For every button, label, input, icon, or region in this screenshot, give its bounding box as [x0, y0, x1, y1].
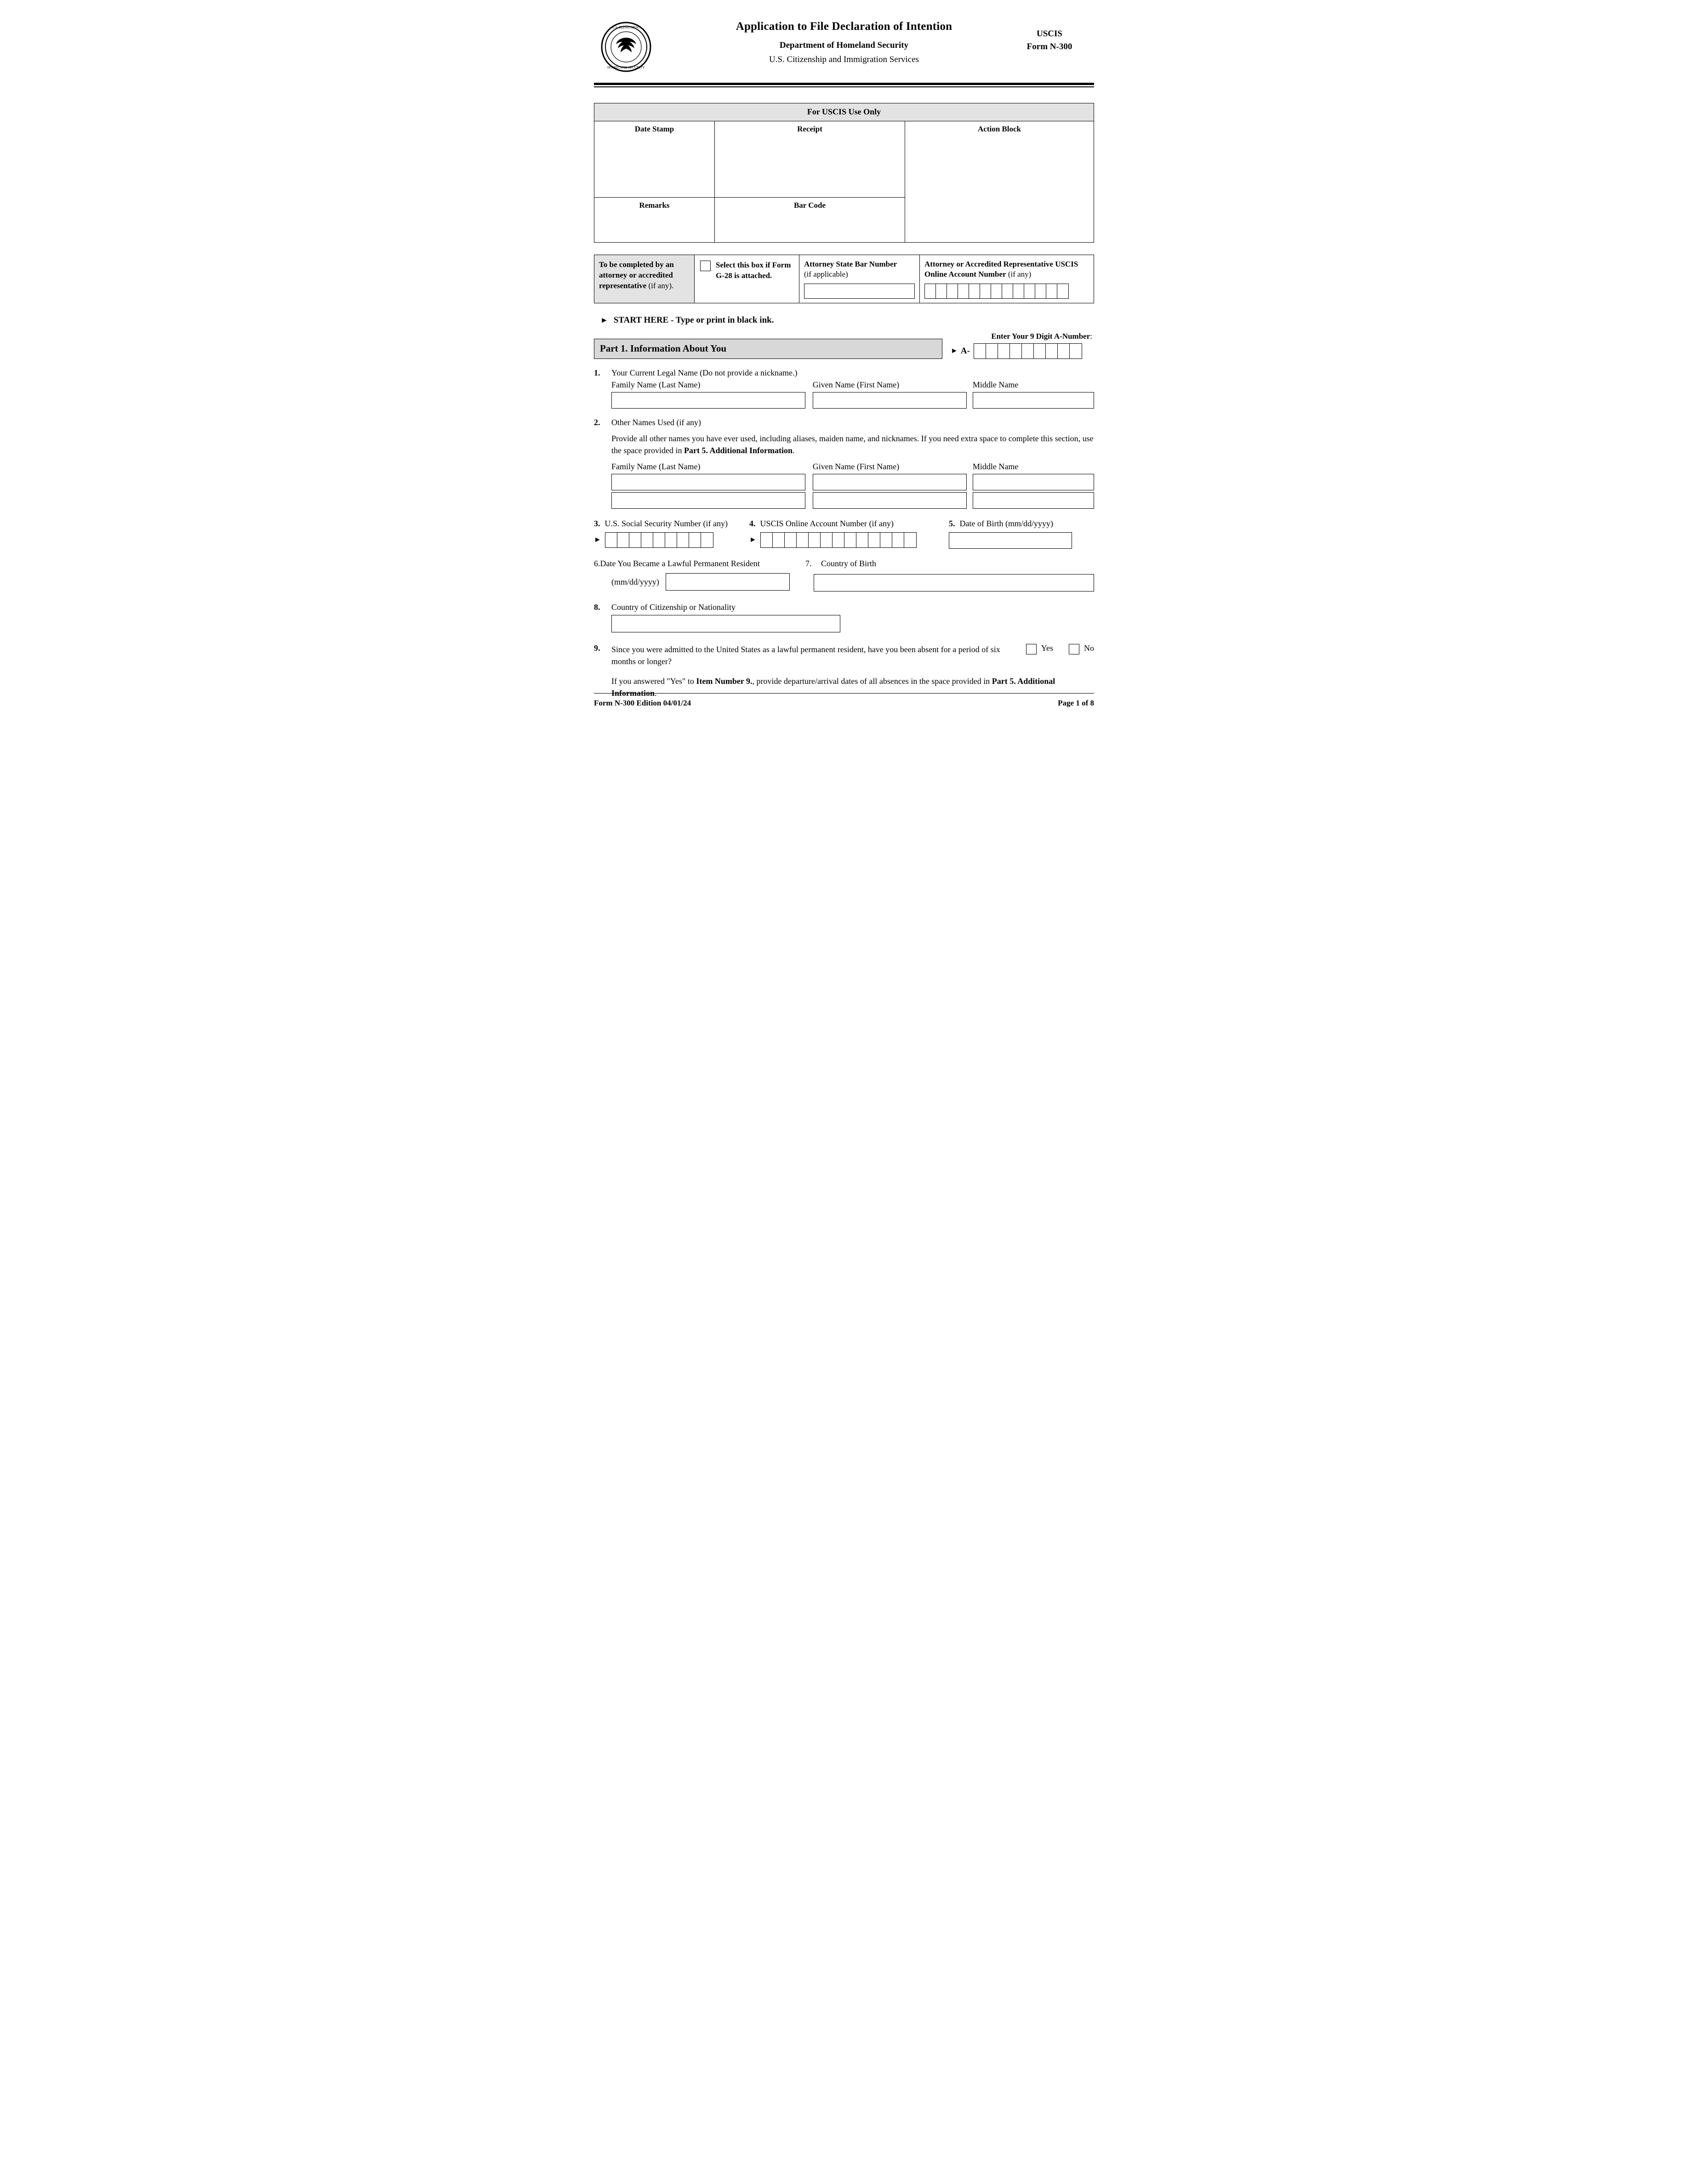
- anumber-label-bold: Enter Your 9 Digit A-Number: [991, 332, 1090, 341]
- attorney-online-account-label: [924, 259, 1089, 279]
- anumber-prefix: A-: [960, 346, 970, 356]
- item-7-number: 7.: [805, 559, 812, 569]
- item-1-text: Your Current Legal Name (Do not provide a nickname.): [611, 368, 798, 378]
- item-1-family-name-input[interactable]: [611, 392, 805, 409]
- attorney-state-bar-label-norm: (if applicable): [804, 270, 848, 279]
- item-6-text: Date You Became a Lawful Permanent Resident: [600, 559, 760, 569]
- attorney-state-bar-label-bold: Attorney State Bar Number: [804, 260, 897, 268]
- date-stamp-cell: [594, 121, 714, 198]
- item-6-number: 6.: [594, 559, 600, 569]
- item-9-answer-group: [1026, 643, 1094, 667]
- page-title: Application to File Declaration of Intention: [736, 20, 952, 33]
- item-9-no-checkbox[interactable]: [1069, 644, 1079, 654]
- item-1-given-name-label: Given Name (First Name): [812, 380, 900, 390]
- item-9-yes-checkbox[interactable]: [1026, 644, 1037, 654]
- agency-abbrev: USCIS: [1037, 29, 1062, 39]
- start-here-text: START HERE - Type or print in black ink.: [613, 315, 774, 325]
- start-here-instruction: [594, 315, 1094, 325]
- item-2-instructions-text: Provide all other names you have ever used, including aliases, maiden name, and nicknames. If you need extra space to complete this section, use the space provided in: [611, 434, 1094, 455]
- item-9-note-bold2: Part 5. Additional Information: [611, 676, 1055, 698]
- item-1-middle-name-label: Middle Name: [972, 380, 1019, 390]
- item-2-given-name-input-2[interactable]: [813, 492, 967, 509]
- item-9-note-mid: , provide departure/arrival dates of all absences in the space provided in: [752, 676, 992, 686]
- attorney-section: [594, 255, 1094, 303]
- item-2-text: Other Names Used (if any): [611, 418, 701, 427]
- item-9-number: 9.: [594, 643, 600, 653]
- item-4-text: USCIS Online Account Number (if any): [760, 519, 894, 529]
- footer-divider: [594, 693, 1094, 694]
- form-identifier: [1006, 28, 1093, 53]
- attorney-instruction-norm: (if any).: [646, 281, 674, 290]
- item-2-instructions-bold: Part 5. Additional Information: [684, 446, 793, 455]
- item-2-instructions: [611, 432, 1094, 456]
- items-3-4-5-row: [594, 519, 1094, 549]
- item-8-fields: [611, 615, 1094, 632]
- uscis-use-only-block: [594, 103, 1094, 243]
- item-4-number: 4.: [749, 519, 756, 529]
- remarks-cell: [594, 198, 714, 242]
- attorney-state-bar-group: [799, 255, 920, 303]
- item-2-number: 2.: [594, 418, 600, 427]
- item-2-given-name-label: Given Name (First Name): [812, 462, 900, 472]
- item-3: [594, 519, 749, 549]
- receipt-cell: [715, 121, 905, 198]
- item-1-family-name-label: Family Name (Last Name): [611, 380, 701, 390]
- page-footer: [594, 693, 1094, 708]
- item-2-family-name-input-2[interactable]: [611, 492, 805, 509]
- header-divider: [594, 83, 1094, 87]
- item-2: [594, 418, 1094, 427]
- footer-page-number: Page 1 of 8: [1058, 699, 1094, 707]
- item-2-middle-name-input-1[interactable]: [973, 474, 1094, 490]
- item-9-yes-label: Yes: [1041, 643, 1053, 653]
- item-2-given-name-input-1[interactable]: [813, 474, 967, 490]
- action-block-label: Action Block: [978, 125, 1021, 133]
- department-name: Department of Homeland Security: [779, 40, 909, 50]
- receipt-barcode-column: [715, 121, 905, 242]
- anumber-label: [951, 332, 1094, 341]
- item-1-middle-name-input[interactable]: [973, 392, 1094, 409]
- footer-form-edition: Form N-300 Edition 04/01/24: [594, 699, 691, 707]
- item-6-lpr-date-input[interactable]: [666, 573, 790, 591]
- item-5: [949, 519, 1094, 549]
- triangle-icon: ►: [594, 536, 601, 544]
- action-block-column: [905, 121, 1094, 242]
- item-5-text: Date of Birth (mm/dd/yyyy): [959, 519, 1053, 529]
- anumber-input[interactable]: [974, 343, 1082, 359]
- attorney-online-account-group: [920, 255, 1094, 303]
- item-2-middle-name-label: Middle Name: [972, 462, 1019, 472]
- form-page: [563, 0, 1125, 728]
- item-7: [805, 559, 1094, 592]
- item-6: [594, 559, 805, 592]
- attorney-instruction-bold: To be completed by an attorney or accredited representative: [599, 260, 674, 290]
- item-6-format-label: (mm/dd/yyyy): [611, 577, 659, 586]
- triangle-icon: ►: [749, 536, 757, 544]
- item-5-number: 5.: [949, 519, 955, 529]
- item-1-given-name-input[interactable]: [813, 392, 967, 409]
- item-2-middle-name-input-2[interactable]: [973, 492, 1094, 509]
- item-7-text: Country of Birth: [821, 559, 876, 569]
- item-2-instructions-end: .: [792, 446, 795, 455]
- item-8-country-of-citizenship-input[interactable]: [611, 615, 840, 632]
- item-9-note-end: .: [655, 688, 657, 698]
- dhs-seal-icon: [600, 21, 652, 73]
- item-2-family-name-input-1[interactable]: [611, 474, 805, 490]
- bar-code-cell: [715, 198, 905, 242]
- svg-text:HOMELAND SECURITY: HOMELAND SECURITY: [607, 65, 645, 69]
- item-9: [594, 643, 1094, 667]
- g28-checkbox-label: Select this box if Form G-28 is attached.: [716, 261, 791, 280]
- item-5-date-of-birth-input[interactable]: [949, 532, 1072, 549]
- bar-code-label: Bar Code: [793, 201, 826, 210]
- item-4-online-account-input[interactable]: [760, 532, 917, 548]
- attorney-online-account-label-bold: Attorney or Accredited Representative USCIS Online Account Number: [924, 260, 1078, 279]
- item-2-fields: [611, 462, 1094, 509]
- date-stamp-label: Date Stamp: [634, 125, 674, 133]
- items-6-7-row: [594, 559, 1094, 592]
- item-3-ssn-input[interactable]: [605, 532, 713, 548]
- item-1: [594, 368, 1094, 378]
- item-8-text: Country of Citizenship or Nationality: [611, 603, 736, 612]
- attorney-online-account-input[interactable]: [924, 284, 1069, 299]
- item-9-note-bold1: Item Number 9.: [696, 676, 753, 686]
- item-4: [749, 519, 949, 549]
- item-3-text: U.S. Social Security Number (if any): [604, 519, 728, 529]
- remarks-label: Remarks: [639, 201, 670, 210]
- item-2-family-name-label: Family Name (Last Name): [611, 462, 701, 472]
- attorney-online-account-label-norm: (if any): [1006, 270, 1032, 279]
- agency-name: U.S. Citizenship and Immigration Services: [769, 55, 919, 64]
- page-header: [594, 0, 1094, 75]
- anumber-group: [942, 332, 1094, 359]
- receipt-label: Receipt: [797, 125, 822, 133]
- form-number: Form N-300: [1026, 41, 1072, 51]
- triangle-icon: ►: [600, 316, 608, 325]
- item-1-number: 1.: [594, 368, 600, 378]
- attorney-state-bar-label: [804, 259, 915, 279]
- item-3-number: 3.: [594, 519, 600, 529]
- anumber-label-norm: :: [1090, 332, 1092, 341]
- item-7-country-of-birth-input[interactable]: [814, 574, 1094, 592]
- date-stamp-remarks-column: [594, 121, 715, 242]
- item-9-no-label: No: [1084, 643, 1094, 653]
- triangle-icon: ►: [951, 347, 958, 355]
- item-9-text: Since you were admitted to the United States as a lawful permanent resident, have you been absent for a period of six months or longer?: [611, 645, 1000, 666]
- item-8: [594, 603, 1094, 612]
- part1-header-row: [594, 332, 1094, 359]
- g28-checkbox-group[interactable]: [695, 255, 799, 303]
- uscis-use-only-title: For USCIS Use Only: [594, 103, 1094, 121]
- svg-text:U.S. DEPARTMENT: U.S. DEPARTMENT: [612, 26, 640, 29]
- part1-heading: Part 1. Information About You: [594, 339, 942, 359]
- attorney-state-bar-input[interactable]: [804, 284, 915, 299]
- item-8-number: 8.: [594, 603, 600, 612]
- g28-checkbox[interactable]: [700, 261, 711, 271]
- action-block-cell: [905, 121, 1094, 242]
- attorney-instruction-label: [594, 255, 695, 303]
- item-9-note-start: If you answered "Yes" to: [611, 676, 696, 686]
- item-1-fields: [611, 380, 1094, 409]
